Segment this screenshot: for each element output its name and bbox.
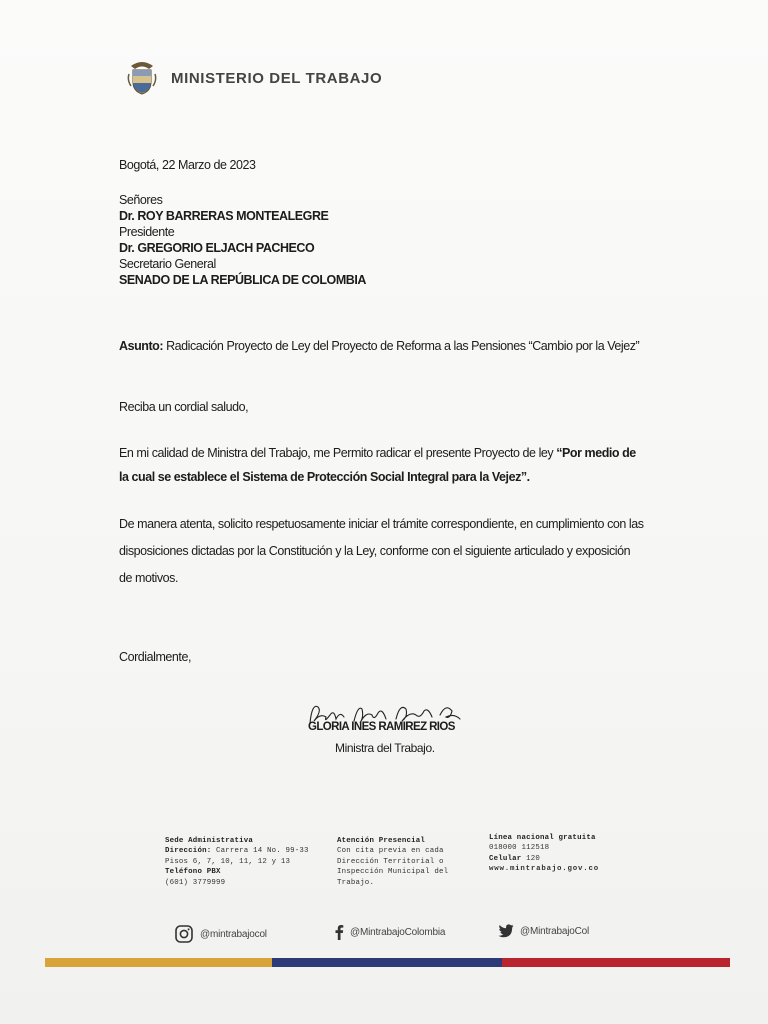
footer-cell: 120 [521, 854, 540, 863]
subject-line [119, 339, 639, 353]
stripe-red [502, 958, 730, 967]
twitter-handle: @MintrabajoCol [520, 925, 590, 937]
footer-col2-line-4: Trabajo. [337, 878, 375, 887]
letterhead [127, 60, 382, 96]
closing: Cordialmente, [119, 650, 191, 664]
signer-role: Ministra del Trabajo. [335, 741, 435, 755]
greeting: Reciba un cordial saludo, [119, 400, 249, 414]
footer-col1-heading: Sede Administrativa [165, 837, 254, 845]
footer-address: Carrera 14 No. 99-33 [211, 847, 309, 856]
letter-date: Bogotá, 22 Marzo de 2023 [119, 158, 256, 172]
instagram-handle: @mintrabajocol [200, 928, 267, 940]
footer-floors: Pisos 6, 7, 10, 11, 12 y 13 [165, 857, 291, 866]
social-facebook[interactable] [334, 924, 445, 940]
twitter-icon [498, 924, 514, 938]
footer-phone: (601) 3779999 [165, 878, 226, 887]
instagram-icon [174, 924, 194, 944]
paragraph-1-text: En mi calidad de Ministra del Trabajo, me Permito radicar el presente Proyecto de ley [119, 446, 557, 460]
footer-col2-line-1: Con cita previa en cada [337, 847, 444, 856]
footer-address-label: Dirección: [165, 847, 212, 856]
social-twitter[interactable] [498, 924, 589, 938]
recipient-name-2: Dr. GREGORIO ELJACH PACHECO [119, 241, 315, 255]
recipient-salutation: Señores [119, 193, 163, 207]
recipient-role-1: Presidente [119, 225, 175, 239]
paragraph-2-line-1: De manera atenta, solicito respetuosamente iniciar el trámite correspondiente, en cumplimiento con las [119, 517, 644, 531]
signature-block [298, 697, 488, 767]
ministry-name: MINISTERIO DEL TRABAJO [171, 69, 383, 87]
recipient-role-2: Secretario General [119, 257, 216, 271]
footer-website-link[interactable]: www.mintrabajo.gov.co [489, 865, 599, 874]
paragraph-1 [119, 441, 636, 489]
paragraph-2-line-2: disposiciones dictadas por la Constitución y la Ley, conforme con el siguiente articulado y exposición [119, 544, 631, 558]
footer-col2-heading: Atención Presencial [337, 837, 426, 845]
paragraph-2-line-3: de motivos. [119, 571, 178, 585]
social-instagram[interactable] [174, 924, 267, 944]
footer-hotline [489, 833, 599, 875]
footer-cell-label: Celular [489, 854, 522, 863]
recipient-name-1: Dr. ROY BARRERAS MONTEALEGRE [119, 209, 329, 223]
paragraph-1-bold-end: la cual se establece el Sistema de Protección Social Integral para la Vejez”. [119, 470, 530, 484]
paragraph-2 [119, 511, 644, 592]
subject-label: Asunto: [119, 339, 164, 353]
stripe-yellow [45, 958, 272, 967]
footer-in-person-service [337, 836, 448, 888]
facebook-icon [334, 924, 344, 940]
footer-hotline-number: 018000 112518 [489, 844, 550, 853]
flag-color-stripe [45, 958, 730, 967]
recipient-institution: SENADO DE LA REPÚBLICA DE COLOMBIA [119, 273, 366, 287]
footer-administrative-office [165, 836, 309, 888]
colombia-coat-of-arms-icon [127, 60, 157, 96]
footer-col3-heading: Línea nacional gratuita [489, 834, 596, 842]
subject-text: Radicación Proyecto de Ley del Proyecto de Reforma a las Pensiones “Cambio por la Vejez” [163, 339, 640, 353]
footer-phone-label: Teléfono PBX [165, 868, 221, 877]
footer-col2-line-2: Dirección Territorial o [337, 857, 444, 866]
footer-col2-line-3: Inspección Municipal del [337, 868, 449, 877]
recipient-block [119, 192, 366, 288]
stripe-blue [272, 958, 502, 967]
signer-name: GLORIA INES RAMIREZ RIOS [308, 721, 455, 733]
facebook-handle: @MintrabajoColombia [350, 926, 446, 938]
paragraph-1-bold-start: “Por medio de [556, 446, 636, 460]
